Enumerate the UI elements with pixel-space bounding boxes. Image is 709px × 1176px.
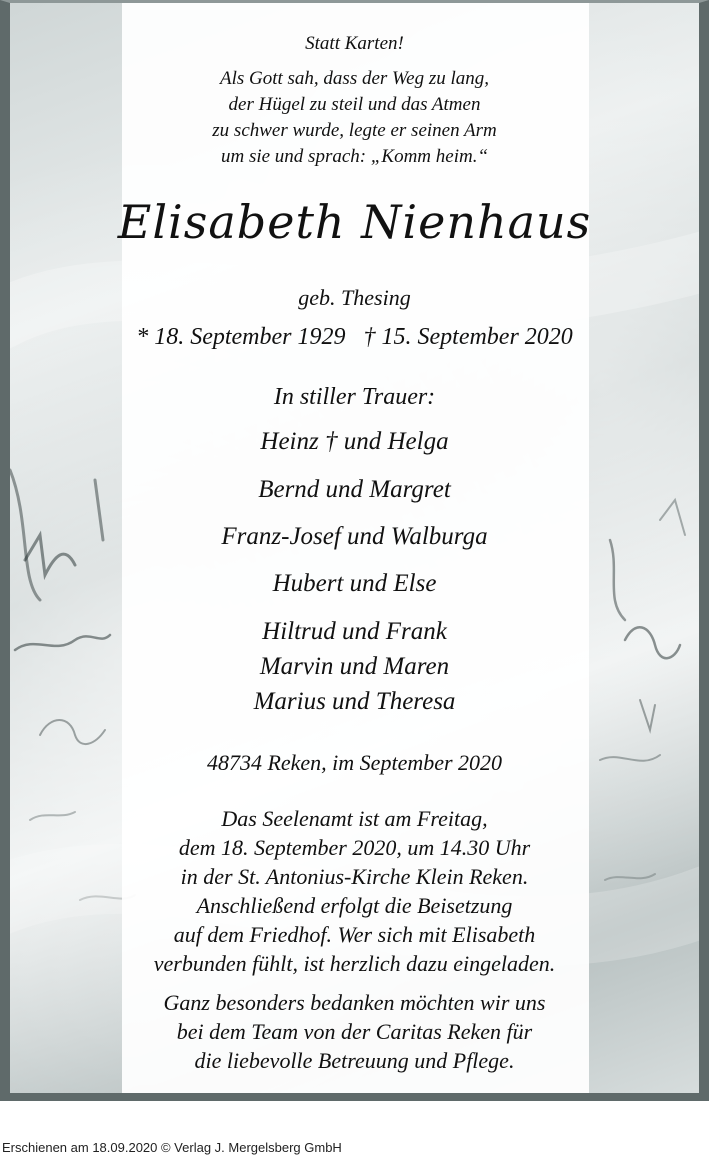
mourning-heading: In stiller Trauer: [273, 384, 436, 410]
mourner-line: Heinz † und Helga [260, 428, 449, 455]
deceased-name: Elisabeth Nienhaus [117, 195, 592, 249]
poem-line: zu schwer wurde, legte er seinen Arm [212, 120, 497, 141]
maiden-name: geb. Thesing [298, 285, 411, 310]
service-line: dem 18. September 2020, um 14.30 Uhr [178, 835, 531, 860]
service-line: Anschließend erfolgt die Beisetzung [196, 893, 513, 918]
mourner-line: Marius und Theresa [253, 688, 456, 715]
service-line: in der St. Antonius-Kirche Klein Reken. [180, 864, 529, 889]
mourner-line: Hiltrud und Frank [262, 618, 447, 645]
poem-line: der Hügel zu steil und das Atmen [228, 94, 481, 115]
thanks-line: bei dem Team von der Caritas Reken für [176, 1019, 533, 1044]
header-text: Statt Karten! [305, 33, 404, 54]
service-line: auf dem Friedhof. Wer sich mit Elisabeth [173, 922, 536, 947]
mourner-line: Marvin und Maren [259, 653, 450, 680]
life-dates: * 18. September 1929 † 15. September 2020 [136, 324, 573, 350]
mourner-line: Hubert und Else [272, 570, 437, 597]
poem-line: Als Gott sah, dass der Weg zu lang, [219, 68, 489, 89]
place-date: 48734 Reken, im September 2020 [206, 750, 503, 775]
mourner-line: Bernd und Margret [258, 476, 451, 503]
thanks-line: Ganz besonders bedanken möchten wir uns [163, 990, 546, 1015]
service-line: Das Seelenamt ist am Freitag, [221, 806, 488, 831]
publication-note: Erschienen am 18.09.2020 © Verlag J. Mergelsberg GmbH [2, 1140, 342, 1155]
thanks-line: die liebevolle Betreuung und Pflege. [194, 1048, 515, 1073]
mourner-line: Franz-Josef und Walburga [221, 523, 488, 550]
service-line: verbunden fühlt, ist herzlich dazu eingeladen. [153, 951, 556, 976]
poem-line: um sie und sprach: „Komm heim.“ [220, 146, 489, 167]
